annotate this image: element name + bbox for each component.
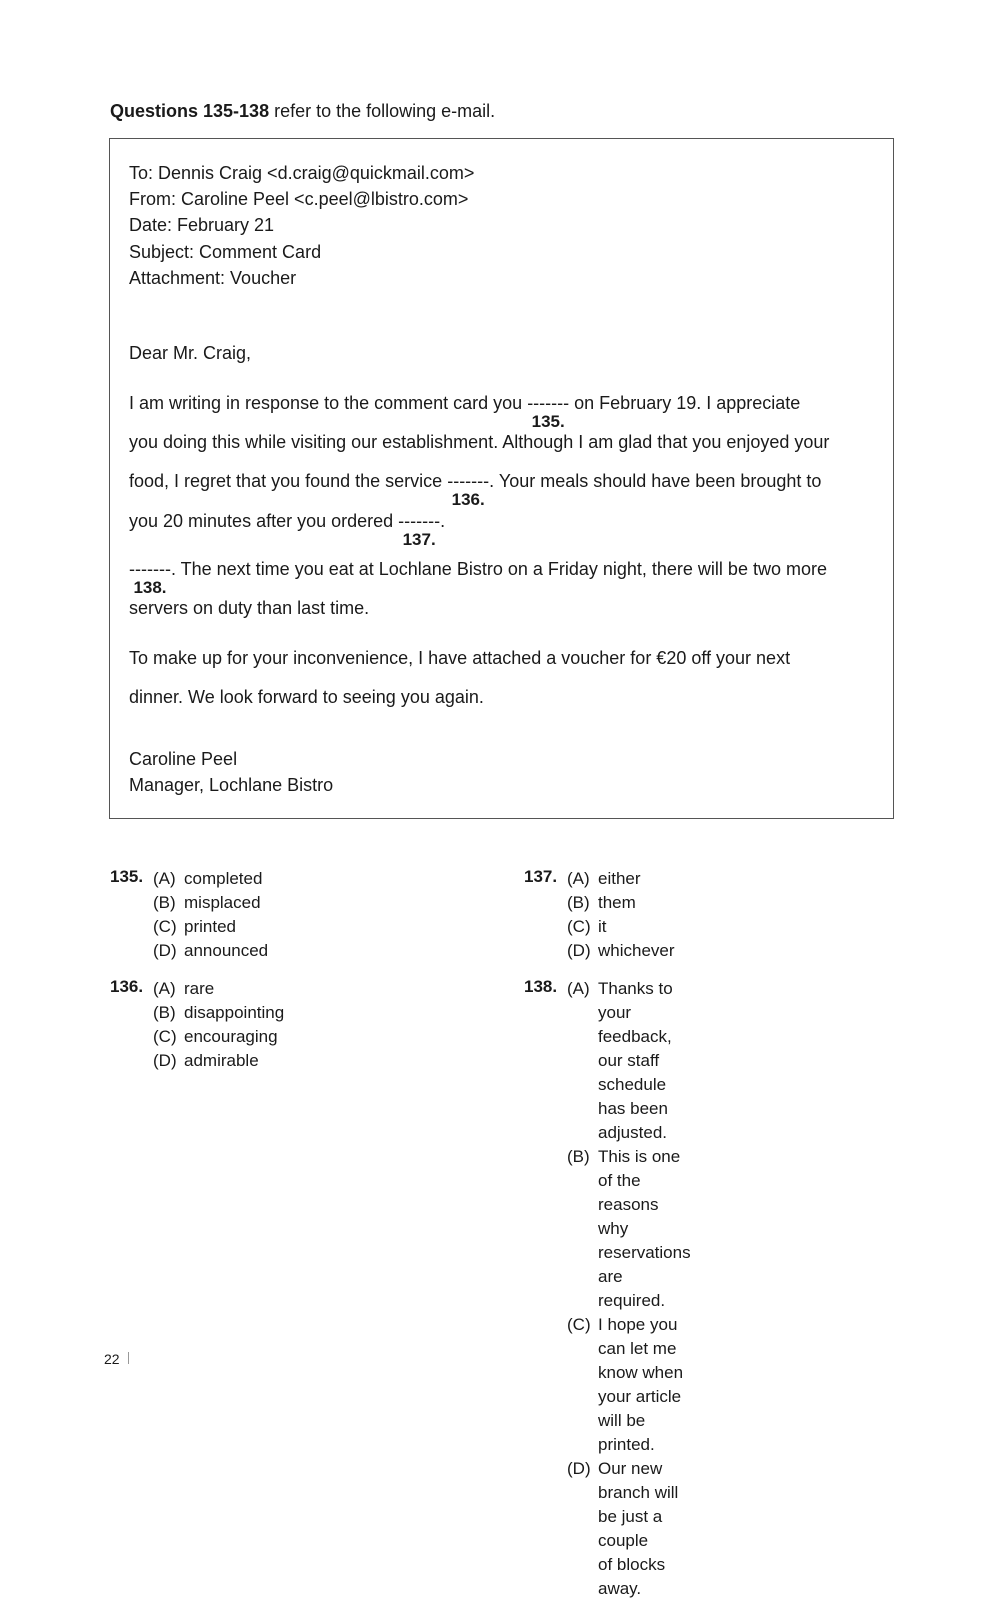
option-text: completed [184,869,263,888]
option-letter: (D) [567,941,591,960]
option-text: schedule has been adjusted. [598,1075,668,1142]
email-from: From: Caroline Peel <c.peel@lbistro.com> [129,189,469,209]
option-text: misplaced [184,893,261,912]
option-letter: (A) [153,869,176,888]
body-text: I am writing in response to the comment card you [129,393,528,413]
email-date: Date: February 21 [129,215,275,235]
blank-number: 138. [133,578,167,597]
option-c[interactable] [153,915,268,939]
question-range: Questions 135-138 [110,101,270,121]
question-number: 137. [524,867,558,886]
body-text: . The next time you eat at Lochlane Bistro on a Friday night, there will be two more [170,559,827,579]
body-line: servers on duty than last time. [129,598,370,618]
option-b[interactable] [153,891,268,915]
instructions [110,101,495,122]
option-text: printed [184,917,236,936]
option-d[interactable] [567,1457,691,1601]
option-letter: (D) [567,1459,591,1478]
email-box [109,138,894,819]
option-letter: (A) [567,869,590,888]
body-text: food, I regret that you found the service [129,471,448,491]
option-text: of blocks away. [598,1555,666,1598]
option-text: reservations are required. [598,1243,691,1310]
option-d[interactable] [153,939,268,963]
option-text: encouraging [184,1027,278,1046]
body-line [129,559,827,597]
option-letter: (C) [567,1315,591,1334]
option-text: rare [184,979,215,998]
blank-number: 135. [531,412,565,431]
option-letter: (B) [567,893,590,912]
option-a[interactable] [567,867,675,891]
body-line [129,471,822,509]
page-number: 22 [104,1351,120,1367]
blank-dashes: ------- [447,471,490,491]
option-text: I hope you can let me know when [598,1315,684,1382]
page-number-divider [128,1352,129,1364]
option-text: either [598,869,641,888]
option-c[interactable] [567,1313,691,1457]
option-a[interactable] [153,977,284,1001]
body-line: dinner. We look forward to seeing you again. [129,687,484,707]
option-a[interactable] [153,867,268,891]
option-b[interactable] [567,891,675,915]
question-number: 138. [524,977,558,996]
body-text: . Your meals should have been brought to [489,471,822,491]
option-text: announced [184,941,269,960]
body-text: you 20 minutes after you ordered [129,511,399,531]
option-text: Our new branch will be just a couple [598,1459,679,1550]
option-text: your article will be printed. [598,1387,682,1454]
option-text: whichever [598,941,675,960]
option-text: it [598,917,607,936]
option-b[interactable] [153,1001,284,1025]
option-d[interactable] [567,939,675,963]
option-text: admirable [184,1051,259,1070]
email-greeting: Dear Mr. Craig, [129,343,252,363]
option-letter: (B) [567,1147,590,1166]
option-letter: (C) [153,1027,177,1046]
body-line [129,393,801,431]
signature-title: Manager, Lochlane Bistro [129,775,334,795]
body-text: on February 19. I appreciate [569,393,801,413]
option-letter: (A) [567,979,590,998]
option-letter: (C) [567,917,591,936]
option-text: them [598,893,636,912]
blank-dashes: ------- [129,559,171,579]
blank-number: 137. [402,530,436,549]
blank-137 [398,511,441,549]
option-letter: (D) [153,941,177,960]
question-number: 135. [110,867,144,886]
body-text: . [440,511,446,531]
option-letter: (B) [153,893,176,912]
body-line [129,511,446,549]
blank-138 [129,559,171,597]
option-letter: (A) [153,979,176,998]
option-d[interactable] [153,1049,284,1073]
option-text: This is one of the reasons why [598,1147,681,1238]
email-subject: Subject: Comment Card [129,242,322,262]
option-letter: (B) [153,1003,176,1022]
blank-number: 136. [451,490,485,509]
instructions-text: refer to the following e-mail. [269,101,496,121]
blank-136 [447,471,490,509]
email-to: To: Dennis Craig <d.craig@quickmail.com> [129,163,475,183]
blank-dashes: ------- [398,511,441,531]
body-line: To make up for your inconvenience, I have attached a voucher for €20 off your next [129,648,791,668]
email-attachment: Attachment: Voucher [129,268,297,288]
option-c[interactable] [153,1025,284,1049]
option-text: Thanks to your feedback, our staff [598,979,673,1070]
option-letter: (C) [153,917,177,936]
question-number: 136. [110,977,144,996]
option-letter: (D) [153,1051,177,1070]
option-c[interactable] [567,915,675,939]
option-text: disappointing [184,1003,285,1022]
option-b[interactable] [567,1145,691,1313]
blank-135 [527,393,570,431]
option-a[interactable] [567,977,691,1145]
signature-name: Caroline Peel [129,749,238,769]
blank-dashes: ------- [527,393,570,413]
body-line: you doing this while visiting our establishment. Although I am glad that you enjoyed your [129,432,830,452]
